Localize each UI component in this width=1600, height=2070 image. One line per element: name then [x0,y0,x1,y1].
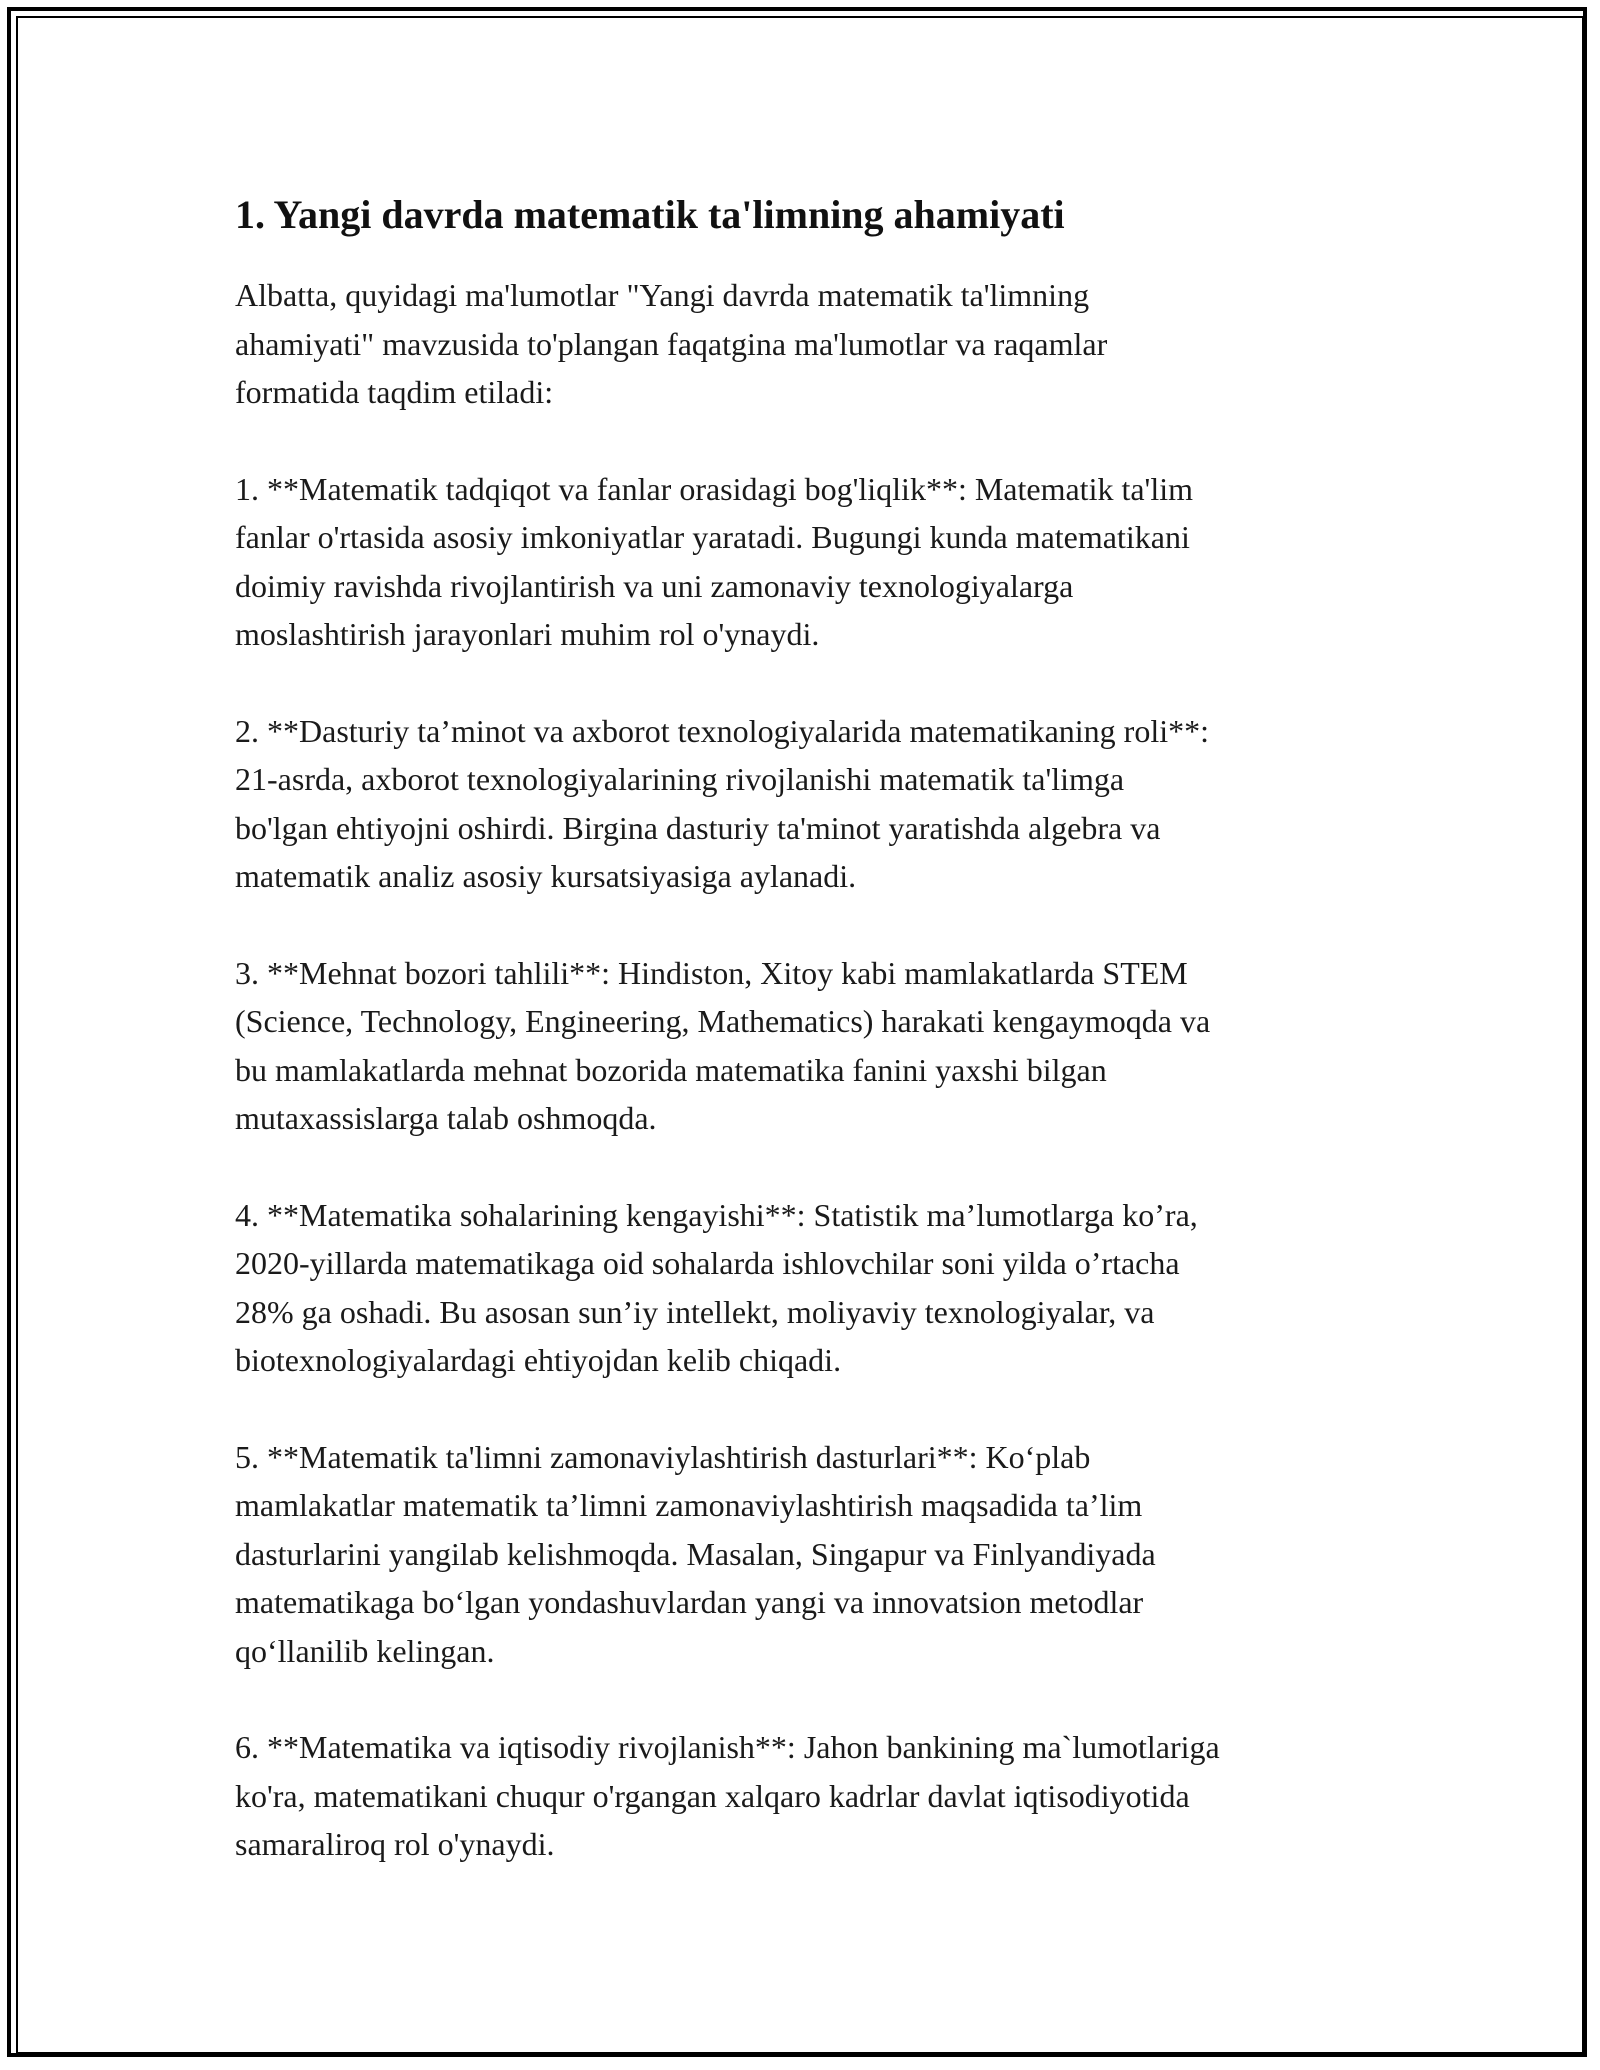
intro-paragraph: Albatta, quyidagi ma'lumotlar "Yangi davrda matematik ta'limning ahamiyati" mavzusida to'plangan faqatgina ma'lumotlar va raqamlar formatida taqdim etiladi: [235,277,1108,410]
list-item: 6. **Matematika va iqtisodiy rivojlanish**: Jahon bankining ma`lumotlariga ko'ra, matematikani chuqur o'rgangan xalqaro kadrlar davlat iqtisodiyotida samaraliroq rol o'ynaydi. [235,1729,1220,1862]
document-body [235,185,1380,1917]
list-item: 3. **Mehnat bozori tahlili**: Hindiston, Xitoy kabi mamlakatlarda STEM (Science, Technology, Engineering, Mathematics) harakati kengaymoqda va bu mamlakatlarda mehnat bozorida matematika fanini yaxshi bilgan mutaxassislarga talab oshmoqda. [235,954,1211,1136]
list-item: 1. **Matematik tadqiqot va fanlar orasidagi bog'liqlik**: Matematik ta'lim fanlar o'rtasida asosiy imkoniyatlar yaratadi. Bugungi kunda matematikani doimiy ravishda rivojlantirish va uni zamonaviy texnologiyalarga moslashtirish jarayonlari muhim rol o'ynaydi. [235,470,1193,652]
document-title: 1. Yangi davrda matematik ta'limning ahamiyati [235,192,1065,237]
list-item: 5. **Matematik ta'limni zamonaviylashtirish dasturlari**: Ko‘plab mamlakatlar matematik ta’limni zamonaviylashtirish maqsadida ta’lim dasturlarini yangilab kelishmoqda. Masalan, Singapur va Finlyandiyada matematikaga bo‘lgan yondashuvlardan yangi va innovatsion metodlar qo‘llanilib kelingan. [235,1438,1156,1669]
list-item: 2. **Dasturiy ta’minot va axborot texnologiyalarida matematikaning roli**: 21-asrda, axborot texnologiyalarining rivojlanishi matematik ta'limga bo'lgan ehtiyojni oshirdi. Birgina dasturiy ta'minot yaratishda algebra va matematik analiz asosiy kursatsiyasiga aylanadi. [235,712,1209,894]
list-item: 4. **Matematika sohalarining kengayishi**: Statistik ma’lumotlarga ko’ra, 2020-yillarda matematikaga oid sohalarda ishlovchilar soni yilda o’rtacha 28% ga oshadi. Bu asosan sun’iy intellekt, moliyaviy texnologiyalar, va biotexnologiyalardagi ehtiyojdan kelib chiqadi. [235,1196,1198,1378]
